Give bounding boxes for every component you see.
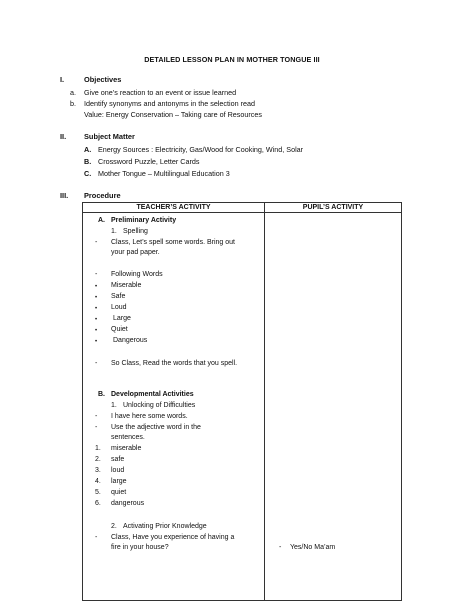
numbered-marker: 3. (95, 467, 101, 474)
use-adjective-line1: Use the adjective word in the (111, 424, 201, 431)
preliminary-heading: Preliminary Activity (111, 217, 177, 224)
numbered-marker: 1. (95, 445, 101, 452)
unlocking-number: 1. (111, 402, 117, 409)
objective-value: Value: Energy Conservation – Taking care of Resources (84, 110, 262, 119)
preliminary-marker: A. (98, 217, 105, 224)
dash-marker: - (95, 534, 98, 541)
numbered-word: quiet (111, 489, 127, 496)
spell-instruction-line1: Class, Let’s spell some words. Bring out (111, 239, 235, 246)
document-title: DETAILED LESSON PLAN IN MOTHER TONGUE III (144, 55, 320, 64)
developmental-heading: Developmental Activities (111, 391, 194, 398)
read-words-instruction: So Class, Read the words that you spell. (111, 360, 238, 367)
subject-marker: C. (84, 169, 92, 178)
activating-number: 2. (111, 523, 117, 530)
dash-marker: - (279, 544, 282, 551)
numbered-marker: 4. (95, 478, 101, 485)
section-number-procedure: III. (60, 191, 69, 200)
dash-marker: - (95, 424, 98, 431)
teacher-activity-cell (83, 213, 265, 601)
dash-marker: - (95, 271, 98, 278)
spelling-number: 1. (111, 228, 117, 235)
subject-item: Mother Tongue – Multilingual Education 3 (98, 169, 230, 178)
numbered-word: safe (111, 456, 125, 463)
fire-question-line1: Class, Have you experience of having a (111, 534, 235, 541)
bullet-marker: • (95, 295, 98, 301)
dash-marker: - (95, 413, 98, 420)
numbered-marker: 2. (95, 456, 101, 463)
numbered-word: large (111, 478, 127, 485)
unlocking-label: Unlocking of Difficulties (123, 402, 196, 409)
bullet-marker: • (95, 284, 98, 290)
subject-item: Energy Sources : Electricity, Gas/Wood for Cooking, Wind, Solar (98, 145, 304, 154)
section-number-objectives: I. (60, 75, 65, 84)
subject-marker: A. (84, 145, 92, 154)
spelling-word: Quiet (111, 326, 128, 333)
section-heading-procedure: Procedure (84, 191, 121, 200)
numbered-word: miserable (111, 445, 142, 452)
dash-marker: - (95, 239, 98, 246)
numbered-word: loud (111, 467, 125, 474)
use-adjective-line2: sentences. (111, 434, 145, 441)
pupil-answer: Yes/No Ma’am (290, 544, 336, 551)
spelling-word: Loud (111, 304, 127, 311)
section-heading-subject-matter: Subject Matter (84, 132, 135, 141)
spelling-label: Spelling (123, 228, 148, 235)
subject-item: Crossword Puzzle, Letter Cards (98, 157, 200, 166)
numbered-marker: 5. (95, 489, 101, 496)
section-heading-objectives: Objectives (84, 75, 122, 84)
objective-marker: a. (70, 88, 76, 97)
objective-marker: b. (70, 99, 76, 108)
teacher-activity-header: TEACHER’S ACTIVITY (83, 203, 265, 213)
procedure-table (82, 202, 402, 601)
spelling-word: Miserable (111, 282, 142, 289)
following-words-label: Following Words (111, 271, 163, 278)
pupil-activity-cell (265, 213, 402, 601)
spelling-word: Dangerous (113, 337, 148, 344)
numbered-word: dangerous (111, 500, 145, 507)
section-number-subject-matter: II. (60, 132, 67, 141)
subject-marker: B. (84, 157, 92, 166)
numbered-marker: 6. (95, 500, 101, 507)
dash-marker: - (95, 360, 98, 367)
spelling-word: Safe (111, 293, 126, 300)
bullet-marker: • (95, 306, 98, 312)
objective-item: Give one’s reaction to an event or issue learned (84, 88, 237, 97)
bullet-marker: • (95, 339, 98, 345)
activating-label: Activating Prior Knowledge (123, 523, 207, 530)
objective-item: Identify synonyms and antonyms in the selection read (84, 99, 255, 108)
fire-question-line2: fire in your house? (111, 544, 169, 551)
bullet-marker: • (95, 328, 98, 334)
developmental-marker: B. (98, 391, 105, 398)
here-words-line: I have here some words. (111, 413, 188, 420)
spell-instruction-line2: your pad paper. (111, 249, 160, 256)
bullet-marker: • (95, 317, 98, 323)
spelling-word: Large (113, 315, 131, 322)
pupil-activity-header: PUPIL’S ACTIVITY (265, 203, 402, 213)
